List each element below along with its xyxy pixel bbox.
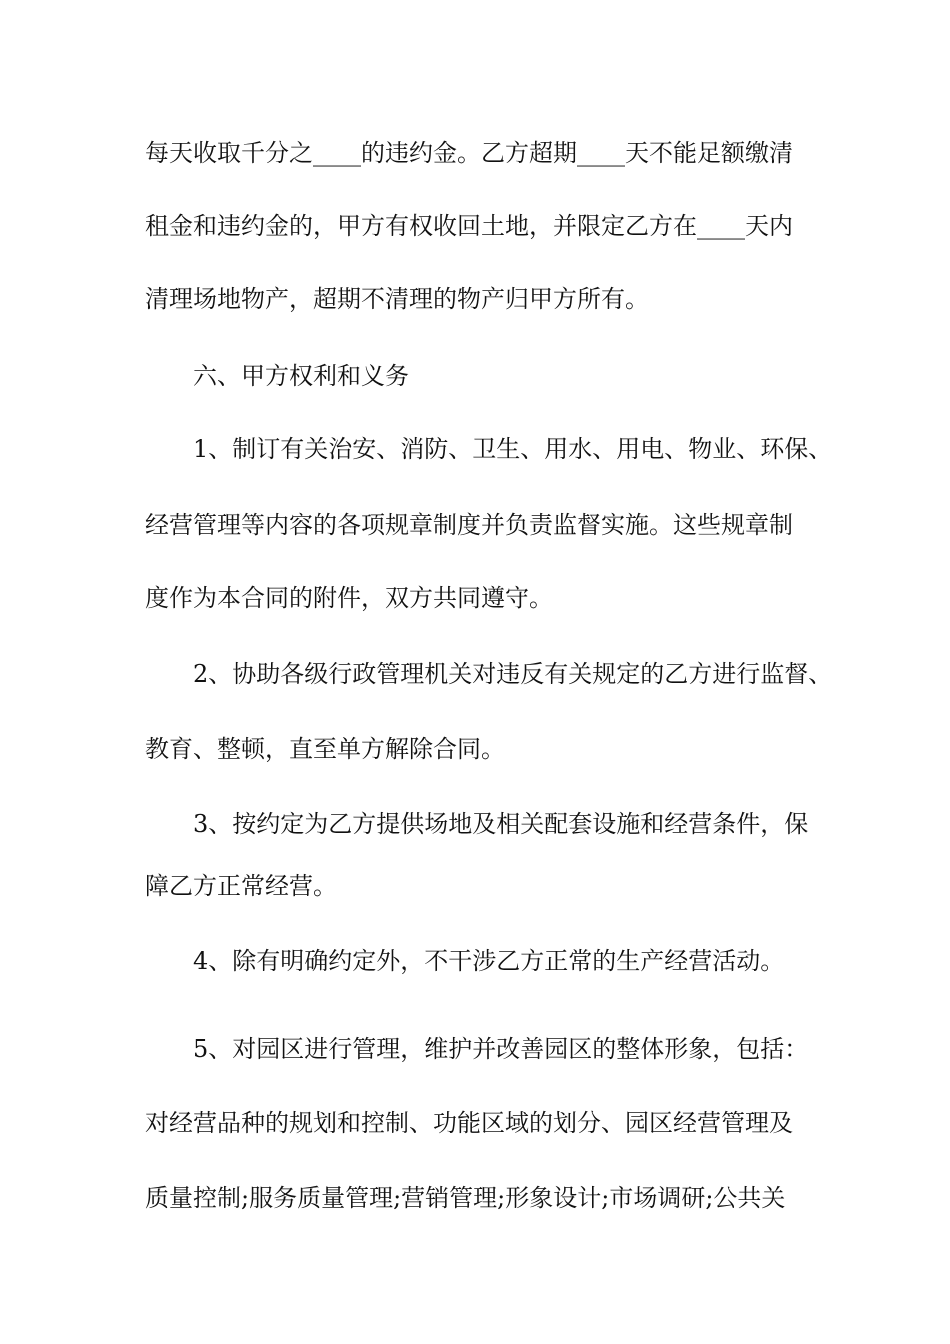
text-line: 租金和违约金的，甲方有权收回土地，并限定乙方在____天内 xyxy=(145,212,793,240)
text-line: 教育、整顿，直至单方解除合同。 xyxy=(145,735,505,763)
text-line: 质量控制;服务质量管理;营销管理;形象设计;市场调研;公共关 xyxy=(145,1184,786,1212)
text-line: 经营管理等内容的各项规章制度并负责监督实施。这些规章制 xyxy=(145,511,793,539)
text-line: 2、协助各级行政管理机关对违反有关规定的乙方进行监督、 xyxy=(193,660,833,688)
text-line: 1、制订有关治安、消防、卫生、用水、用电、物业、环保、 xyxy=(193,435,833,463)
text-line: 3、按约定为乙方提供场地及相关配套设施和经营条件，保 xyxy=(193,810,809,838)
text-line: 清理场地物产，超期不清理的物产归甲方所有。 xyxy=(145,285,649,313)
section-heading: 六、甲方权利和义务 xyxy=(193,362,409,390)
text-line: 对经营品种的规划和控制、功能区域的划分、园区经营管理及 xyxy=(145,1109,793,1137)
text-line: 度作为本合同的附件，双方共同遵守。 xyxy=(145,584,553,612)
text-line: 5、对园区进行管理，维护并改善园区的整体形象，包括： xyxy=(193,1035,809,1063)
text-line: 4、除有明确约定外，不干涉乙方正常的生产经营活动。 xyxy=(193,947,785,975)
text-line: 障乙方正常经营。 xyxy=(145,872,337,900)
text-line: 每天收取千分之____的违约金。乙方超期____天不能足额缴清 xyxy=(145,139,793,167)
